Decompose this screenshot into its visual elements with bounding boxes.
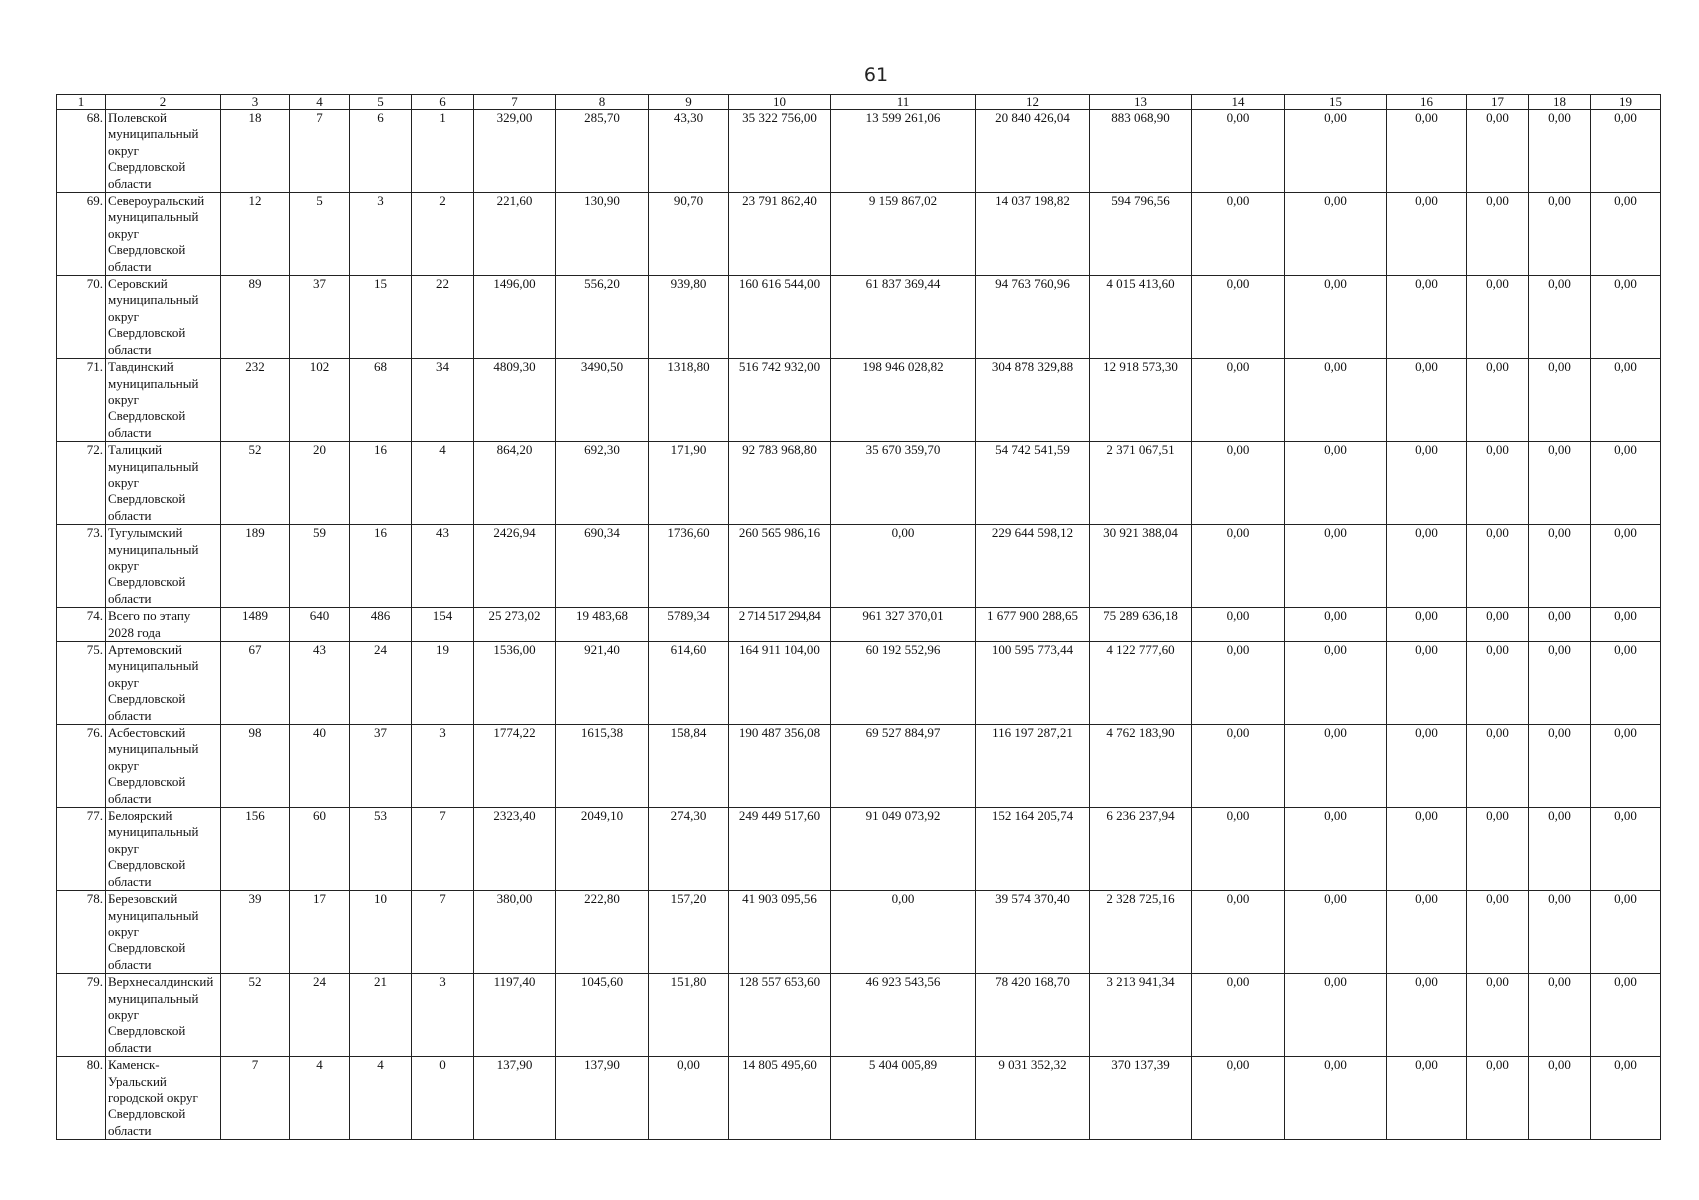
value-cell-col-8: 1045,60: [556, 974, 649, 1057]
table-row: [57, 525, 1661, 608]
value-cell-col-16: 0,00: [1387, 193, 1467, 276]
row-number-cell: 77.: [57, 808, 106, 891]
value-cell-col-10: 160 616 544,00: [729, 276, 831, 359]
value-cell-col-12: 78 420 168,70: [976, 974, 1090, 1057]
value-cell-col-7: 380,00: [474, 891, 556, 974]
value-cell-col-6: 43: [412, 525, 474, 608]
column-header-5: 5: [350, 95, 412, 110]
value-cell-col-16: 0,00: [1387, 110, 1467, 193]
value-cell-col-14: 0,00: [1192, 642, 1285, 725]
value-cell-col-9: 43,30: [649, 110, 729, 193]
value-cell-col-9: 614,60: [649, 642, 729, 725]
value-cell-col-4: 7: [290, 110, 350, 193]
value-cell-col-17: 0,00: [1467, 1057, 1529, 1140]
value-cell-col-15: 0,00: [1285, 442, 1387, 525]
value-cell-col-5: 486: [350, 608, 412, 642]
value-cell-col-10: 164 911 104,00: [729, 642, 831, 725]
column-header-18: 18: [1529, 95, 1591, 110]
value-cell-col-5: 16: [350, 442, 412, 525]
value-cell-col-3: 7: [221, 1057, 290, 1140]
value-cell-col-16: 0,00: [1387, 359, 1467, 442]
value-cell-col-5: 15: [350, 276, 412, 359]
value-cell-col-16: 0,00: [1387, 808, 1467, 891]
value-cell-col-15: 0,00: [1285, 808, 1387, 891]
value-cell-col-12: 100 595 773,44: [976, 642, 1090, 725]
value-cell-col-17: 0,00: [1467, 359, 1529, 442]
value-cell-col-8: 3490,50: [556, 359, 649, 442]
value-cell-col-8: 2049,10: [556, 808, 649, 891]
municipality-name-cell: Белоярский муниципальный округ Свердловской области: [106, 808, 221, 891]
value-cell-col-7: 1774,22: [474, 725, 556, 808]
value-cell-col-10: 14 805 495,60: [729, 1057, 831, 1140]
value-cell-col-4: 24: [290, 974, 350, 1057]
value-cell-col-8: 690,34: [556, 525, 649, 608]
value-cell-col-15: 0,00: [1285, 608, 1387, 642]
value-cell-col-18: 0,00: [1529, 1057, 1591, 1140]
value-cell-col-13: 4 762 183,90: [1090, 725, 1192, 808]
value-cell-col-16: 0,00: [1387, 642, 1467, 725]
value-cell-col-12: 229 644 598,12: [976, 525, 1090, 608]
value-cell-col-9: 1318,80: [649, 359, 729, 442]
value-cell-col-7: 25 273,02: [474, 608, 556, 642]
value-cell-col-19: 0,00: [1591, 359, 1661, 442]
value-cell-col-7: 137,90: [474, 1057, 556, 1140]
value-cell-col-12: 304 878 329,88: [976, 359, 1090, 442]
value-cell-col-14: 0,00: [1192, 359, 1285, 442]
row-number-cell: 71.: [57, 359, 106, 442]
value-cell-col-9: 151,80: [649, 974, 729, 1057]
value-cell-col-4: 60: [290, 808, 350, 891]
value-cell-col-11: 69 527 884,97: [831, 725, 976, 808]
value-cell-col-18: 0,00: [1529, 891, 1591, 974]
value-cell-col-15: 0,00: [1285, 359, 1387, 442]
value-cell-col-13: 75 289 636,18: [1090, 608, 1192, 642]
value-cell-col-10: 2 714 517 294,84: [729, 608, 831, 642]
value-cell-col-12: 39 574 370,40: [976, 891, 1090, 974]
value-cell-col-18: 0,00: [1529, 276, 1591, 359]
value-cell-col-17: 0,00: [1467, 808, 1529, 891]
value-cell-col-12: 9 031 352,32: [976, 1057, 1090, 1140]
value-cell-col-3: 232: [221, 359, 290, 442]
value-cell-col-4: 37: [290, 276, 350, 359]
row-number-cell: 68.: [57, 110, 106, 193]
value-cell-col-6: 22: [412, 276, 474, 359]
value-cell-col-18: 0,00: [1529, 525, 1591, 608]
value-cell-col-5: 21: [350, 974, 412, 1057]
value-cell-col-15: 0,00: [1285, 276, 1387, 359]
value-cell-col-16: 0,00: [1387, 442, 1467, 525]
value-cell-col-18: 0,00: [1529, 110, 1591, 193]
column-header-14: 14: [1192, 95, 1285, 110]
value-cell-col-5: 16: [350, 525, 412, 608]
value-cell-col-10: 190 487 356,08: [729, 725, 831, 808]
value-cell-col-9: 0,00: [649, 1057, 729, 1140]
table-row: [57, 110, 1661, 193]
municipality-name-cell: Североуральский муниципальный округ Свердловской области: [106, 193, 221, 276]
value-cell-col-17: 0,00: [1467, 193, 1529, 276]
value-cell-col-7: 2426,94: [474, 525, 556, 608]
value-cell-col-9: 274,30: [649, 808, 729, 891]
value-cell-col-19: 0,00: [1591, 525, 1661, 608]
value-cell-col-19: 0,00: [1591, 442, 1661, 525]
value-cell-col-5: 10: [350, 891, 412, 974]
value-cell-col-10: 92 783 968,80: [729, 442, 831, 525]
row-number-cell: 70.: [57, 276, 106, 359]
value-cell-col-19: 0,00: [1591, 276, 1661, 359]
value-cell-col-18: 0,00: [1529, 725, 1591, 808]
table-row: [57, 974, 1661, 1057]
value-cell-col-4: 43: [290, 642, 350, 725]
value-cell-col-5: 3: [350, 193, 412, 276]
value-cell-col-18: 0,00: [1529, 193, 1591, 276]
value-cell-col-4: 59: [290, 525, 350, 608]
column-header-7: 7: [474, 95, 556, 110]
value-cell-col-6: 34: [412, 359, 474, 442]
column-header-2: 2: [106, 95, 221, 110]
value-cell-col-14: 0,00: [1192, 608, 1285, 642]
value-cell-col-8: 222,80: [556, 891, 649, 974]
municipality-name-cell: Березовский муниципальный округ Свердловской области: [106, 891, 221, 974]
value-cell-col-8: 1615,38: [556, 725, 649, 808]
value-cell-col-3: 67: [221, 642, 290, 725]
value-cell-col-8: 19 483,68: [556, 608, 649, 642]
value-cell-col-6: 19: [412, 642, 474, 725]
value-cell-col-11: 46 923 543,56: [831, 974, 976, 1057]
value-cell-col-8: 692,30: [556, 442, 649, 525]
row-number-cell: 75.: [57, 642, 106, 725]
value-cell-col-4: 40: [290, 725, 350, 808]
value-cell-col-16: 0,00: [1387, 276, 1467, 359]
value-cell-col-16: 0,00: [1387, 891, 1467, 974]
value-cell-col-19: 0,00: [1591, 608, 1661, 642]
row-number-cell: 72.: [57, 442, 106, 525]
value-cell-col-15: 0,00: [1285, 193, 1387, 276]
value-cell-col-5: 37: [350, 725, 412, 808]
value-cell-col-13: 2 328 725,16: [1090, 891, 1192, 974]
value-cell-col-14: 0,00: [1192, 974, 1285, 1057]
row-number-cell: 80.: [57, 1057, 106, 1140]
table-row: [57, 359, 1661, 442]
table-row: [57, 276, 1661, 359]
value-cell-col-5: 24: [350, 642, 412, 725]
value-cell-col-19: 0,00: [1591, 725, 1661, 808]
value-cell-col-14: 0,00: [1192, 525, 1285, 608]
value-cell-col-16: 0,00: [1387, 525, 1467, 608]
value-cell-col-9: 157,20: [649, 891, 729, 974]
row-number-cell: 69.: [57, 193, 106, 276]
value-cell-col-4: 4: [290, 1057, 350, 1140]
value-cell-col-14: 0,00: [1192, 1057, 1285, 1140]
value-cell-col-3: 12: [221, 193, 290, 276]
value-cell-col-14: 0,00: [1192, 442, 1285, 525]
value-cell-col-10: 260 565 986,16: [729, 525, 831, 608]
row-number-cell: 74.: [57, 608, 106, 642]
value-cell-col-4: 640: [290, 608, 350, 642]
value-cell-col-17: 0,00: [1467, 525, 1529, 608]
value-cell-col-11: 35 670 359,70: [831, 442, 976, 525]
value-cell-col-5: 6: [350, 110, 412, 193]
value-cell-col-3: 89: [221, 276, 290, 359]
value-cell-col-5: 53: [350, 808, 412, 891]
row-number-cell: 78.: [57, 891, 106, 974]
value-cell-col-17: 0,00: [1467, 974, 1529, 1057]
column-header-16: 16: [1387, 95, 1467, 110]
column-header-8: 8: [556, 95, 649, 110]
municipality-name-cell: Серовский муниципальный округ Свердловской области: [106, 276, 221, 359]
value-cell-col-16: 0,00: [1387, 608, 1467, 642]
column-header-3: 3: [221, 95, 290, 110]
value-cell-col-10: 41 903 095,56: [729, 891, 831, 974]
value-cell-col-3: 52: [221, 974, 290, 1057]
value-cell-col-19: 0,00: [1591, 974, 1661, 1057]
value-cell-col-3: 39: [221, 891, 290, 974]
value-cell-col-11: 60 192 552,96: [831, 642, 976, 725]
value-cell-col-8: 137,90: [556, 1057, 649, 1140]
row-number-cell: 76.: [57, 725, 106, 808]
value-cell-col-7: 329,00: [474, 110, 556, 193]
value-cell-col-15: 0,00: [1285, 110, 1387, 193]
value-cell-col-11: 5 404 005,89: [831, 1057, 976, 1140]
value-cell-col-12: 54 742 541,59: [976, 442, 1090, 525]
value-cell-col-18: 0,00: [1529, 974, 1591, 1057]
table-row: [57, 1057, 1661, 1140]
municipality-name-cell: Тугулымский муниципальный округ Свердловской области: [106, 525, 221, 608]
value-cell-col-16: 0,00: [1387, 1057, 1467, 1140]
value-cell-col-11: 9 159 867,02: [831, 193, 976, 276]
value-cell-col-17: 0,00: [1467, 442, 1529, 525]
table-row: [57, 725, 1661, 808]
table-row: [57, 608, 1661, 642]
value-cell-col-3: 156: [221, 808, 290, 891]
value-cell-col-13: 4 015 413,60: [1090, 276, 1192, 359]
value-cell-col-8: 556,20: [556, 276, 649, 359]
value-cell-col-13: 4 122 777,60: [1090, 642, 1192, 725]
value-cell-col-7: 1536,00: [474, 642, 556, 725]
value-cell-col-13: 30 921 388,04: [1090, 525, 1192, 608]
value-cell-col-11: 91 049 073,92: [831, 808, 976, 891]
value-cell-col-9: 1736,60: [649, 525, 729, 608]
column-header-11: 11: [831, 95, 976, 110]
value-cell-col-9: 939,80: [649, 276, 729, 359]
municipality-name-cell: Тавдинский муниципальный округ Свердловской области: [106, 359, 221, 442]
value-cell-col-16: 0,00: [1387, 974, 1467, 1057]
value-cell-col-3: 18: [221, 110, 290, 193]
column-header-13: 13: [1090, 95, 1192, 110]
value-cell-col-13: 12 918 573,30: [1090, 359, 1192, 442]
value-cell-col-9: 171,90: [649, 442, 729, 525]
value-cell-col-12: 14 037 198,82: [976, 193, 1090, 276]
value-cell-col-10: 23 791 862,40: [729, 193, 831, 276]
value-cell-col-6: 1: [412, 110, 474, 193]
value-cell-col-11: 198 946 028,82: [831, 359, 976, 442]
value-cell-col-4: 20: [290, 442, 350, 525]
value-cell-col-15: 0,00: [1285, 525, 1387, 608]
value-cell-col-15: 0,00: [1285, 1057, 1387, 1140]
value-cell-col-6: 2: [412, 193, 474, 276]
value-cell-col-13: 370 137,39: [1090, 1057, 1192, 1140]
value-cell-col-7: 221,60: [474, 193, 556, 276]
municipality-name-cell: Талицкий муниципальный округ Свердловской области: [106, 442, 221, 525]
value-cell-col-7: 2323,40: [474, 808, 556, 891]
value-cell-col-11: 61 837 369,44: [831, 276, 976, 359]
value-cell-col-6: 3: [412, 974, 474, 1057]
value-cell-col-7: 4809,30: [474, 359, 556, 442]
value-cell-col-18: 0,00: [1529, 808, 1591, 891]
value-cell-col-13: 6 236 237,94: [1090, 808, 1192, 891]
header-row: [57, 95, 1661, 110]
value-cell-col-13: 883 068,90: [1090, 110, 1192, 193]
table-body: [57, 110, 1661, 1140]
table-row: [57, 442, 1661, 525]
value-cell-col-10: 249 449 517,60: [729, 808, 831, 891]
value-cell-col-12: 1 677 900 288,65: [976, 608, 1090, 642]
value-cell-col-3: 189: [221, 525, 290, 608]
column-header-12: 12: [976, 95, 1090, 110]
value-cell-col-13: 2 371 067,51: [1090, 442, 1192, 525]
column-header-4: 4: [290, 95, 350, 110]
value-cell-col-15: 0,00: [1285, 725, 1387, 808]
column-header-17: 17: [1467, 95, 1529, 110]
municipality-name-cell: Верхнесалдинский муниципальный округ Свердловской области: [106, 974, 221, 1057]
value-cell-col-7: 864,20: [474, 442, 556, 525]
value-cell-col-3: 98: [221, 725, 290, 808]
value-cell-col-14: 0,00: [1192, 808, 1285, 891]
value-cell-col-9: 90,70: [649, 193, 729, 276]
value-cell-col-6: 0: [412, 1057, 474, 1140]
column-header-1: 1: [57, 95, 106, 110]
value-cell-col-17: 0,00: [1467, 608, 1529, 642]
value-cell-col-8: 921,40: [556, 642, 649, 725]
column-header-15: 15: [1285, 95, 1387, 110]
value-cell-col-10: 128 557 653,60: [729, 974, 831, 1057]
municipality-name-cell: Полевской муниципальный округ Свердловской области: [106, 110, 221, 193]
value-cell-col-18: 0,00: [1529, 608, 1591, 642]
value-cell-col-4: 5: [290, 193, 350, 276]
value-cell-col-12: 116 197 287,21: [976, 725, 1090, 808]
value-cell-col-12: 152 164 205,74: [976, 808, 1090, 891]
value-cell-col-11: 961 327 370,01: [831, 608, 976, 642]
table-row: [57, 891, 1661, 974]
value-cell-col-8: 285,70: [556, 110, 649, 193]
value-cell-col-6: 3: [412, 725, 474, 808]
value-cell-col-18: 0,00: [1529, 442, 1591, 525]
value-cell-col-19: 0,00: [1591, 891, 1661, 974]
table-row: [57, 808, 1661, 891]
value-cell-col-18: 0,00: [1529, 642, 1591, 725]
value-cell-col-6: 154: [412, 608, 474, 642]
value-cell-col-10: 35 322 756,00: [729, 110, 831, 193]
value-cell-col-14: 0,00: [1192, 276, 1285, 359]
value-cell-col-6: 7: [412, 891, 474, 974]
page-number: 61: [863, 64, 889, 86]
value-cell-col-19: 0,00: [1591, 808, 1661, 891]
value-cell-col-15: 0,00: [1285, 891, 1387, 974]
table-row: [57, 193, 1661, 276]
value-cell-col-10: 516 742 932,00: [729, 359, 831, 442]
value-cell-col-15: 0,00: [1285, 974, 1387, 1057]
value-cell-col-3: 1489: [221, 608, 290, 642]
value-cell-col-19: 0,00: [1591, 642, 1661, 725]
municipality-name-cell: Каменск-Уральский городской округ Свердловской области: [106, 1057, 221, 1140]
value-cell-col-4: 102: [290, 359, 350, 442]
value-cell-col-14: 0,00: [1192, 725, 1285, 808]
value-cell-col-14: 0,00: [1192, 110, 1285, 193]
value-cell-col-5: 4: [350, 1057, 412, 1140]
value-cell-col-11: 0,00: [831, 525, 976, 608]
value-cell-col-16: 0,00: [1387, 725, 1467, 808]
value-cell-col-19: 0,00: [1591, 193, 1661, 276]
value-cell-col-19: 0,00: [1591, 1057, 1661, 1140]
value-cell-col-12: 20 840 426,04: [976, 110, 1090, 193]
value-cell-col-14: 0,00: [1192, 891, 1285, 974]
value-cell-col-17: 0,00: [1467, 110, 1529, 193]
value-cell-col-6: 4: [412, 442, 474, 525]
value-cell-col-3: 52: [221, 442, 290, 525]
column-header-6: 6: [412, 95, 474, 110]
value-cell-col-12: 94 763 760,96: [976, 276, 1090, 359]
value-cell-col-17: 0,00: [1467, 642, 1529, 725]
table-row: [57, 642, 1661, 725]
value-cell-col-14: 0,00: [1192, 193, 1285, 276]
value-cell-col-7: 1197,40: [474, 974, 556, 1057]
value-cell-col-11: 13 599 261,06: [831, 110, 976, 193]
column-header-9: 9: [649, 95, 729, 110]
value-cell-col-8: 130,90: [556, 193, 649, 276]
value-cell-col-7: 1496,00: [474, 276, 556, 359]
data-table: [56, 94, 1661, 1140]
value-cell-col-17: 0,00: [1467, 276, 1529, 359]
value-cell-col-5: 68: [350, 359, 412, 442]
municipality-name-cell: Всего по этапу 2028 года: [106, 608, 221, 642]
value-cell-col-17: 0,00: [1467, 891, 1529, 974]
value-cell-col-6: 7: [412, 808, 474, 891]
municipality-name-cell: Артемовский муниципальный округ Свердловской области: [106, 642, 221, 725]
value-cell-col-9: 158,84: [649, 725, 729, 808]
value-cell-col-13: 594 796,56: [1090, 193, 1192, 276]
value-cell-col-18: 0,00: [1529, 359, 1591, 442]
value-cell-col-15: 0,00: [1285, 642, 1387, 725]
row-number-cell: 73.: [57, 525, 106, 608]
value-cell-col-17: 0,00: [1467, 725, 1529, 808]
value-cell-col-13: 3 213 941,34: [1090, 974, 1192, 1057]
value-cell-col-9: 5789,34: [649, 608, 729, 642]
column-header-19: 19: [1591, 95, 1661, 110]
municipality-name-cell: Асбестовский муниципальный округ Свердловской области: [106, 725, 221, 808]
row-number-cell: 79.: [57, 974, 106, 1057]
value-cell-col-4: 17: [290, 891, 350, 974]
value-cell-col-19: 0,00: [1591, 110, 1661, 193]
value-cell-col-11: 0,00: [831, 891, 976, 974]
column-header-10: 10: [729, 95, 831, 110]
